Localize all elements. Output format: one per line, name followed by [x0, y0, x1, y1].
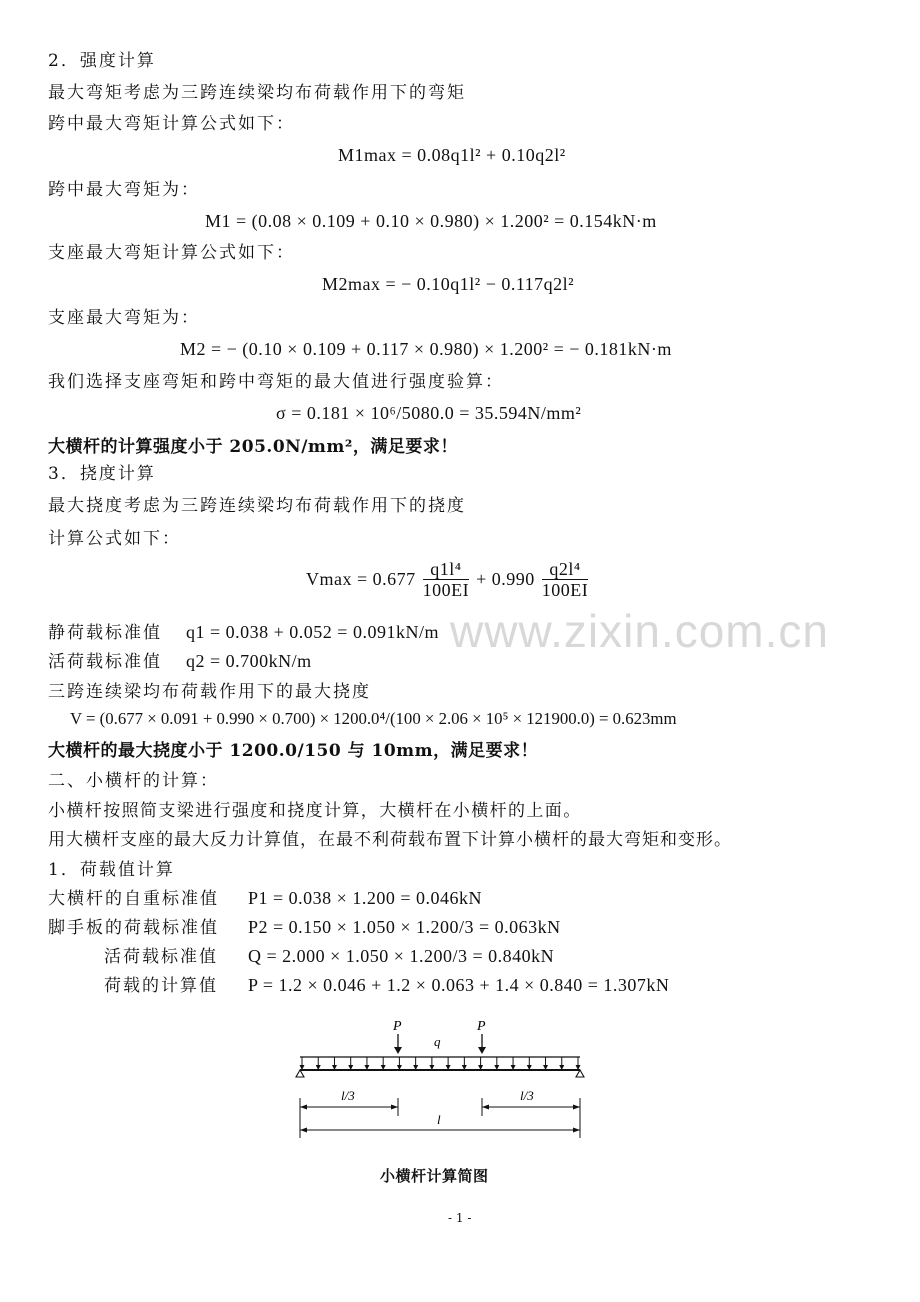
page-number: - 1 - [448, 1211, 472, 1225]
paragraph-strength-check-intro: 我们选择支座弯矩和跨中弯矩的最大值进行强度验算： [48, 372, 504, 392]
static-load-equation: q1 = 0.038 + 0.052 = 0.091kN/m [186, 622, 439, 642]
live-load-equation: q2 = 0.700kN/m [186, 651, 312, 671]
heading-strength: 2．强度计算 [48, 51, 156, 71]
equation-v: V = (0.677 × 0.091 + 0.990 × 0.700) × 1200.0⁴/(100 × 2.06 × 10⁵ × 121900.0) = 0.623mm [70, 709, 677, 728]
heading-load-values: 1．荷载值计算 [48, 860, 175, 880]
equation-vmax [306, 559, 590, 600]
equation-m1: M1 = (0.08 × 0.109 + 0.10 × 0.980) × 1.200² = 0.154kN·m [205, 211, 657, 231]
paragraph-deflection-formula-intro: 计算公式如下： [48, 529, 181, 549]
paragraph-support-formula-intro: 支座最大弯矩计算公式如下： [48, 243, 295, 263]
dim-label-left-third: l/3 [341, 1088, 355, 1103]
design-load-label: 荷载的计算值 [104, 976, 218, 996]
static-load-label: 静荷载标准值 [48, 623, 162, 643]
result-strength-ok: 大横杆的计算强度小于 205.0N/mm²，满足要求！ [48, 437, 458, 457]
paragraph-small-crossbar-method: 小横杆按照简支梁进行强度和挠度计算，大横杆在小横杆的上面。 [48, 801, 582, 821]
dim-arrow-total-a [300, 1128, 307, 1133]
paragraph-max-deflection: 最大挠度考虑为三跨连续梁均布荷载作用下的挠度 [48, 496, 466, 516]
point-load-right-arrowhead [478, 1047, 486, 1054]
dim-label-right-third: l/3 [520, 1088, 534, 1103]
dim-arrow-left-b [391, 1105, 398, 1110]
support-left [296, 1070, 304, 1077]
crossbar-diagram [290, 1010, 590, 1145]
paragraph-support-value-intro: 支座最大弯矩为： [48, 308, 200, 328]
equation-m2: M2 = − (0.10 × 0.109 + 0.117 × 0.980) × 1.200² = − 0.181kN·m [180, 339, 672, 359]
result-deflection-ok: 大横杆的最大挠度小于 1200.0/150 与 10mm，满足要求！ [48, 741, 539, 761]
equation-sigma: σ = 0.181 × 10⁶/5080.0 = 35.594N/mm² [276, 403, 582, 423]
fraction-2-numerator: q2l⁴ [542, 559, 589, 580]
dim-label-total: l [437, 1112, 441, 1127]
live-load-standard-equation: Q = 2.000 × 1.050 × 1.200/3 = 0.840kN [248, 946, 555, 966]
dim-arrow-left-a [300, 1105, 307, 1110]
dim-arrow-right-a [482, 1105, 489, 1110]
paragraph-midspan-formula-intro: 跨中最大弯矩计算公式如下： [48, 114, 295, 134]
equation-m1max: M1max = 0.08q1l² + 0.10q2l² [338, 145, 566, 165]
dim-arrow-right-b [573, 1105, 580, 1110]
paragraph-reaction-force: 用大横杆支座的最大反力计算值，在最不利荷载布置下计算小横杆的最大弯矩和变形。 [48, 830, 732, 850]
live-load-standard-label: 活荷载标准值 [104, 947, 218, 967]
equation-vmax-fraction-1 [423, 559, 470, 600]
paragraph-max-moment: 最大弯矩考虑为三跨连续梁均布荷载作用下的弯矩 [48, 83, 466, 103]
self-weight-label: 大横杆的自重标准值 [48, 889, 219, 909]
dim-arrow-total-b [573, 1128, 580, 1133]
paragraph-three-span-deflection: 三跨连续梁均布荷载作用下的最大挠度 [48, 682, 371, 702]
equation-m2max: M2max = − 0.10q1l² − 0.117q2l² [322, 274, 575, 294]
equation-vmax-fraction-2 [542, 559, 589, 600]
design-load-equation: P = 1.2 × 0.046 + 1.2 × 0.063 + 1.4 × 0.840 = 1.307kN [248, 975, 670, 995]
heading-deflection: 3．挠度计算 [48, 464, 156, 484]
point-load-right-label: P [477, 1019, 486, 1034]
paragraph-midspan-value-intro: 跨中最大弯矩为： [48, 180, 200, 200]
live-load-label: 活荷载标准值 [48, 652, 162, 672]
point-load-left-arrowhead [394, 1047, 402, 1054]
scaffold-board-label: 脚手板的荷载标准值 [48, 918, 219, 938]
fraction-1-numerator: q1l⁴ [423, 559, 470, 580]
fraction-1-denominator: 100EI [422, 580, 470, 600]
fraction-2-denominator: 100EI [541, 580, 589, 600]
diagram-caption: 小横杆计算简图 [380, 1167, 489, 1185]
self-weight-equation: P1 = 0.038 × 1.200 = 0.046kN [248, 888, 482, 908]
support-right [576, 1070, 584, 1077]
distributed-load-arrows [300, 1057, 581, 1070]
point-load-left-label: P [393, 1019, 402, 1034]
equation-vmax-middle: + 0.990 [476, 569, 535, 589]
equation-vmax-left: Vmax = 0.677 [306, 569, 416, 589]
scaffold-board-equation: P2 = 0.150 × 1.050 × 1.200/3 = 0.063kN [248, 917, 561, 937]
distributed-load-label: q [434, 1034, 441, 1049]
heading-small-crossbar: 二、小横杆的计算： [48, 771, 219, 791]
watermark: www.zixin.com.cn [450, 605, 829, 657]
